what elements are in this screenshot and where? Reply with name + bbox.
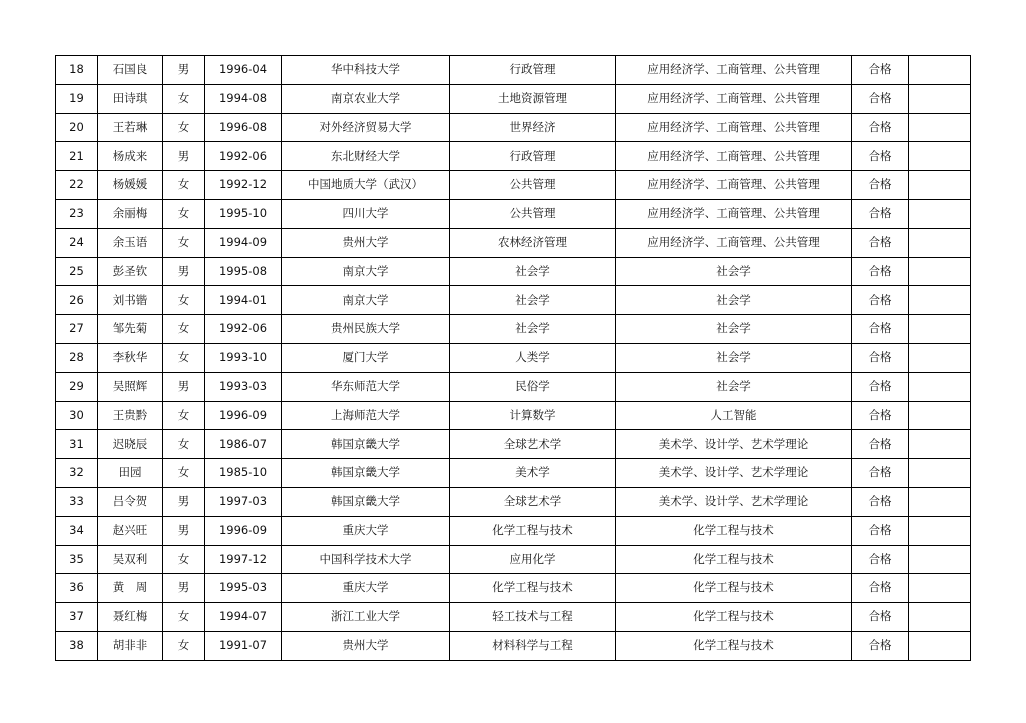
cell-birth-date: 1993-03 <box>205 372 282 401</box>
cell-discipline: 社会学 <box>616 257 852 286</box>
cell-remark <box>909 113 971 142</box>
cell-remark <box>909 142 971 171</box>
cell-name: 石国良 <box>98 56 163 85</box>
cell-result: 合格 <box>852 603 909 632</box>
cell-remark <box>909 487 971 516</box>
cell-name: 杨成来 <box>98 142 163 171</box>
table-row <box>56 84 971 113</box>
cell-result: 合格 <box>852 631 909 660</box>
cell-discipline: 应用经济学、工商管理、公共管理 <box>616 199 852 228</box>
cell-school: 贵州大学 <box>282 228 450 257</box>
cell-school: 华中科技大学 <box>282 56 450 85</box>
cell-school: 重庆大学 <box>282 516 450 545</box>
cell-number: 30 <box>56 401 98 430</box>
cell-name: 余玉语 <box>98 228 163 257</box>
cell-remark <box>909 257 971 286</box>
cell-number: 20 <box>56 113 98 142</box>
cell-gender: 女 <box>163 430 205 459</box>
table-row <box>56 372 971 401</box>
cell-school: 贵州大学 <box>282 631 450 660</box>
cell-remark <box>909 343 971 372</box>
cell-remark <box>909 574 971 603</box>
cell-gender: 男 <box>163 56 205 85</box>
cell-remark <box>909 84 971 113</box>
cell-discipline: 应用经济学、工商管理、公共管理 <box>616 113 852 142</box>
cell-birth-date: 1994-01 <box>205 286 282 315</box>
table-row <box>56 56 971 85</box>
cell-remark <box>909 171 971 200</box>
cell-name: 赵兴旺 <box>98 516 163 545</box>
table-row <box>56 631 971 660</box>
document-page <box>55 55 970 661</box>
cell-major: 美术学 <box>450 459 616 488</box>
table-row <box>56 171 971 200</box>
cell-number: 26 <box>56 286 98 315</box>
cell-remark <box>909 372 971 401</box>
cell-discipline: 化学工程与技术 <box>616 574 852 603</box>
cell-discipline: 美术学、设计学、艺术学理论 <box>616 459 852 488</box>
cell-gender: 女 <box>163 343 205 372</box>
cell-school: 四川大学 <box>282 199 450 228</box>
cell-discipline: 化学工程与技术 <box>616 516 852 545</box>
cell-gender: 男 <box>163 372 205 401</box>
table-body <box>56 56 971 661</box>
cell-major: 社会学 <box>450 257 616 286</box>
cell-name: 黄 周 <box>98 574 163 603</box>
cell-major: 社会学 <box>450 286 616 315</box>
cell-result: 合格 <box>852 142 909 171</box>
cell-birth-date: 1986-07 <box>205 430 282 459</box>
cell-result: 合格 <box>852 56 909 85</box>
cell-major: 全球艺术学 <box>450 487 616 516</box>
cell-discipline: 应用经济学、工商管理、公共管理 <box>616 84 852 113</box>
cell-school: 浙江工业大学 <box>282 603 450 632</box>
cell-discipline: 社会学 <box>616 372 852 401</box>
cell-school: 南京大学 <box>282 286 450 315</box>
table-row <box>56 459 971 488</box>
cell-gender: 男 <box>163 487 205 516</box>
cell-discipline: 美术学、设计学、艺术学理论 <box>616 430 852 459</box>
cell-result: 合格 <box>852 286 909 315</box>
cell-gender: 女 <box>163 401 205 430</box>
cell-result: 合格 <box>852 401 909 430</box>
cell-number: 29 <box>56 372 98 401</box>
cell-result: 合格 <box>852 459 909 488</box>
cell-major: 化学工程与技术 <box>450 516 616 545</box>
cell-birth-date: 1996-04 <box>205 56 282 85</box>
cell-result: 合格 <box>852 257 909 286</box>
cell-gender: 女 <box>163 315 205 344</box>
cell-number: 28 <box>56 343 98 372</box>
cell-remark <box>909 459 971 488</box>
cell-discipline: 应用经济学、工商管理、公共管理 <box>616 56 852 85</box>
table-row <box>56 257 971 286</box>
cell-remark <box>909 545 971 574</box>
cell-major: 民俗学 <box>450 372 616 401</box>
cell-result: 合格 <box>852 372 909 401</box>
cell-school: 南京农业大学 <box>282 84 450 113</box>
cell-name: 田诗琪 <box>98 84 163 113</box>
cell-major: 全球艺术学 <box>450 430 616 459</box>
cell-discipline: 美术学、设计学、艺术学理论 <box>616 487 852 516</box>
cell-school: 东北财经大学 <box>282 142 450 171</box>
cell-number: 18 <box>56 56 98 85</box>
cell-gender: 女 <box>163 545 205 574</box>
table-row <box>56 545 971 574</box>
cell-birth-date: 1993-10 <box>205 343 282 372</box>
cell-school: 中国地质大学（武汉） <box>282 171 450 200</box>
cell-birth-date: 1997-03 <box>205 487 282 516</box>
cell-name: 迟晓辰 <box>98 430 163 459</box>
cell-gender: 女 <box>163 113 205 142</box>
cell-major: 人类学 <box>450 343 616 372</box>
cell-name: 聂红梅 <box>98 603 163 632</box>
cell-discipline: 人工智能 <box>616 401 852 430</box>
table-row <box>56 401 971 430</box>
cell-school: 上海师范大学 <box>282 401 450 430</box>
cell-name: 刘书锴 <box>98 286 163 315</box>
cell-school: 中国科学技术大学 <box>282 545 450 574</box>
cell-result: 合格 <box>852 516 909 545</box>
cell-discipline: 社会学 <box>616 343 852 372</box>
cell-major: 轻工技术与工程 <box>450 603 616 632</box>
cell-number: 22 <box>56 171 98 200</box>
cell-name: 余丽梅 <box>98 199 163 228</box>
cell-birth-date: 1991-07 <box>205 631 282 660</box>
cell-discipline: 化学工程与技术 <box>616 603 852 632</box>
cell-name: 王贵黔 <box>98 401 163 430</box>
cell-discipline: 应用经济学、工商管理、公共管理 <box>616 142 852 171</box>
cell-school: 重庆大学 <box>282 574 450 603</box>
cell-number: 19 <box>56 84 98 113</box>
candidate-table <box>55 55 971 661</box>
cell-major: 应用化学 <box>450 545 616 574</box>
cell-result: 合格 <box>852 199 909 228</box>
cell-result: 合格 <box>852 487 909 516</box>
cell-remark <box>909 286 971 315</box>
cell-school: 华东师范大学 <box>282 372 450 401</box>
cell-name: 吕令贺 <box>98 487 163 516</box>
cell-gender: 女 <box>163 459 205 488</box>
cell-number: 31 <box>56 430 98 459</box>
cell-number: 24 <box>56 228 98 257</box>
cell-gender: 女 <box>163 603 205 632</box>
cell-remark <box>909 631 971 660</box>
cell-birth-date: 1995-03 <box>205 574 282 603</box>
cell-birth-date: 1995-10 <box>205 199 282 228</box>
cell-gender: 女 <box>163 286 205 315</box>
cell-discipline: 应用经济学、工商管理、公共管理 <box>616 171 852 200</box>
cell-number: 37 <box>56 603 98 632</box>
cell-result: 合格 <box>852 84 909 113</box>
cell-gender: 男 <box>163 257 205 286</box>
table-row <box>56 113 971 142</box>
cell-major: 材料科学与工程 <box>450 631 616 660</box>
cell-number: 25 <box>56 257 98 286</box>
cell-number: 27 <box>56 315 98 344</box>
cell-name: 邹先菊 <box>98 315 163 344</box>
cell-number: 23 <box>56 199 98 228</box>
cell-result: 合格 <box>852 113 909 142</box>
table-row <box>56 343 971 372</box>
cell-birth-date: 1997-12 <box>205 545 282 574</box>
cell-gender: 女 <box>163 199 205 228</box>
cell-school: 贵州民族大学 <box>282 315 450 344</box>
table-row <box>56 286 971 315</box>
cell-birth-date: 1994-08 <box>205 84 282 113</box>
cell-gender: 男 <box>163 142 205 171</box>
cell-name: 彭圣钦 <box>98 257 163 286</box>
cell-birth-date: 1996-09 <box>205 401 282 430</box>
cell-gender: 女 <box>163 84 205 113</box>
cell-major: 公共管理 <box>450 171 616 200</box>
cell-birth-date: 1996-09 <box>205 516 282 545</box>
cell-gender: 男 <box>163 574 205 603</box>
cell-number: 38 <box>56 631 98 660</box>
table-row <box>56 228 971 257</box>
cell-remark <box>909 401 971 430</box>
cell-major: 行政管理 <box>450 56 616 85</box>
cell-remark <box>909 516 971 545</box>
cell-result: 合格 <box>852 343 909 372</box>
cell-birth-date: 1985-10 <box>205 459 282 488</box>
cell-school: 韩国京畿大学 <box>282 430 450 459</box>
cell-birth-date: 1992-12 <box>205 171 282 200</box>
cell-gender: 男 <box>163 516 205 545</box>
cell-number: 32 <box>56 459 98 488</box>
cell-major: 农林经济管理 <box>450 228 616 257</box>
cell-discipline: 社会学 <box>616 286 852 315</box>
table-row <box>56 487 971 516</box>
cell-major: 社会学 <box>450 315 616 344</box>
cell-birth-date: 1996-08 <box>205 113 282 142</box>
table-row <box>56 574 971 603</box>
cell-number: 36 <box>56 574 98 603</box>
cell-name: 胡非非 <box>98 631 163 660</box>
cell-birth-date: 1994-09 <box>205 228 282 257</box>
cell-number: 33 <box>56 487 98 516</box>
cell-major: 行政管理 <box>450 142 616 171</box>
table-row <box>56 516 971 545</box>
cell-discipline: 化学工程与技术 <box>616 631 852 660</box>
table-row <box>56 430 971 459</box>
cell-discipline: 应用经济学、工商管理、公共管理 <box>616 228 852 257</box>
cell-birth-date: 1992-06 <box>205 142 282 171</box>
cell-gender: 女 <box>163 171 205 200</box>
cell-major: 计算数学 <box>450 401 616 430</box>
table-row <box>56 199 971 228</box>
cell-major: 土地资源管理 <box>450 84 616 113</box>
cell-name: 田园 <box>98 459 163 488</box>
cell-discipline: 社会学 <box>616 315 852 344</box>
cell-remark <box>909 228 971 257</box>
table-row <box>56 142 971 171</box>
cell-result: 合格 <box>852 574 909 603</box>
table-row <box>56 315 971 344</box>
cell-major: 世界经济 <box>450 113 616 142</box>
cell-name: 杨媛媛 <box>98 171 163 200</box>
cell-school: 韩国京畿大学 <box>282 459 450 488</box>
cell-result: 合格 <box>852 171 909 200</box>
cell-remark <box>909 315 971 344</box>
cell-school: 对外经济贸易大学 <box>282 113 450 142</box>
cell-school: 南京大学 <box>282 257 450 286</box>
cell-school: 韩国京畿大学 <box>282 487 450 516</box>
cell-birth-date: 1995-08 <box>205 257 282 286</box>
cell-remark <box>909 603 971 632</box>
cell-major: 公共管理 <box>450 199 616 228</box>
cell-result: 合格 <box>852 430 909 459</box>
cell-discipline: 化学工程与技术 <box>616 545 852 574</box>
cell-number: 35 <box>56 545 98 574</box>
cell-result: 合格 <box>852 228 909 257</box>
cell-major: 化学工程与技术 <box>450 574 616 603</box>
cell-number: 34 <box>56 516 98 545</box>
cell-result: 合格 <box>852 545 909 574</box>
cell-birth-date: 1994-07 <box>205 603 282 632</box>
cell-remark <box>909 430 971 459</box>
cell-result: 合格 <box>852 315 909 344</box>
cell-birth-date: 1992-06 <box>205 315 282 344</box>
cell-name: 李秋华 <box>98 343 163 372</box>
cell-remark <box>909 199 971 228</box>
cell-remark <box>909 56 971 85</box>
cell-name: 王若琳 <box>98 113 163 142</box>
cell-number: 21 <box>56 142 98 171</box>
cell-name: 吴双利 <box>98 545 163 574</box>
cell-school: 厦门大学 <box>282 343 450 372</box>
cell-gender: 女 <box>163 228 205 257</box>
cell-name: 吴照辉 <box>98 372 163 401</box>
cell-gender: 女 <box>163 631 205 660</box>
table-row <box>56 603 971 632</box>
